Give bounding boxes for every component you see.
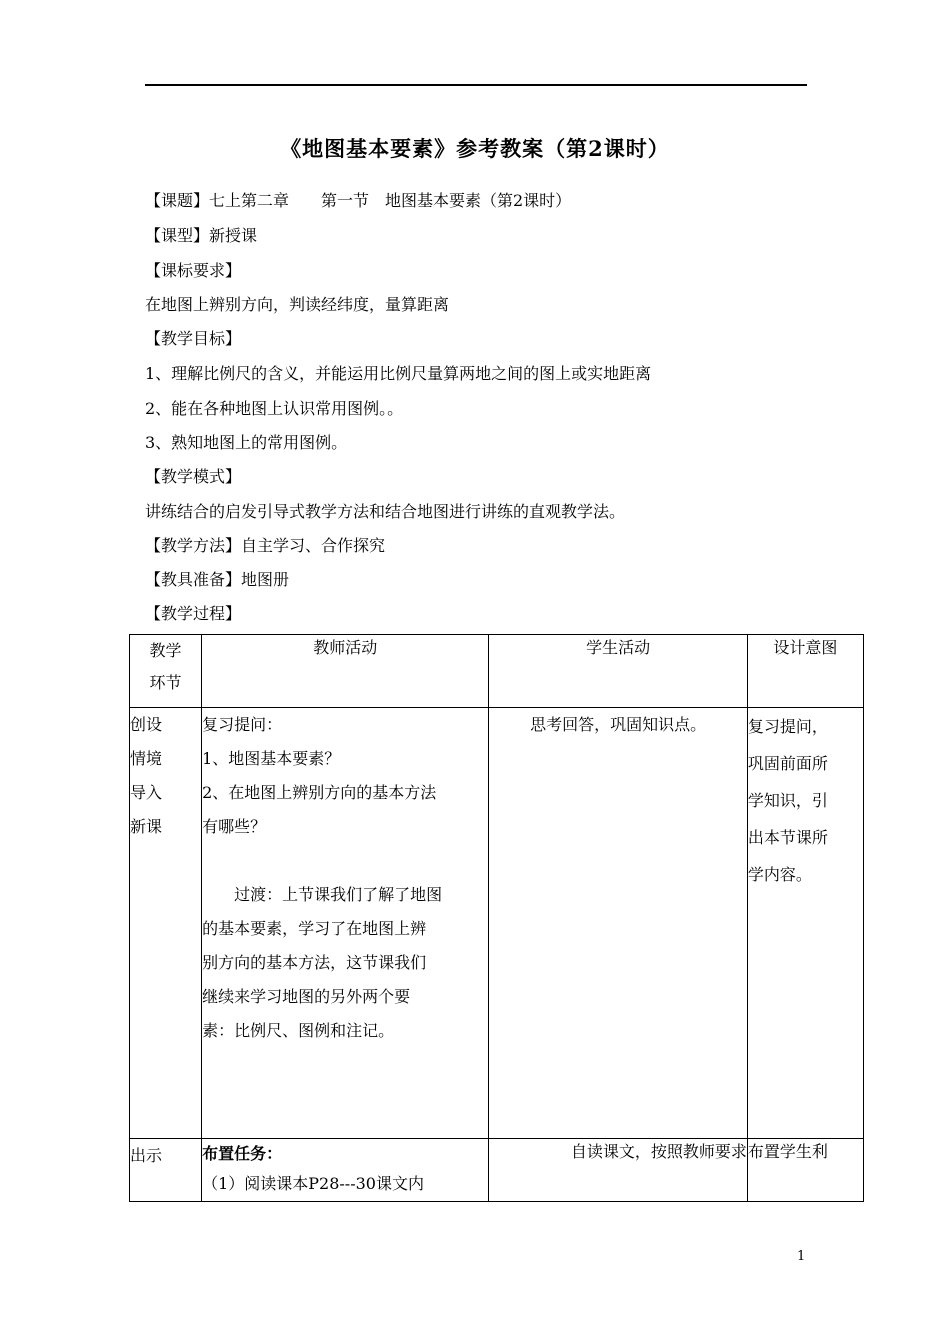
mode-heading: 【教学模式】 bbox=[145, 467, 242, 486]
standard-text: 在地图上辨别方向，判读经纬度，量算距离 bbox=[145, 295, 450, 314]
objective-3: 3、熟知地图上的常用图例。 bbox=[145, 433, 348, 452]
topic-line: 【课题】七上第二章 第一节 地图基本要素（第2课时） bbox=[145, 191, 572, 210]
table-header-row bbox=[130, 635, 864, 708]
objective-2: 2、能在各种地图上认识常用图例。。 bbox=[145, 399, 404, 418]
teacher-activity-cell: 布置任务： （1）阅读课本P28---30课文内 bbox=[202, 1139, 489, 1202]
header-stage: 教学 环节 bbox=[130, 635, 202, 708]
header-design: 设计意图 bbox=[747, 635, 863, 708]
design-intent-cell: 复习提问， 巩固前面所 学知识，引 出本节课所 学内容。 bbox=[747, 708, 863, 1139]
objectives-heading: 【教学目标】 bbox=[145, 329, 242, 348]
teacher-activity-cell: 复习提问： 1、地图基本要素？ 2、在地图上辨别方向的基本方法 有哪些？ 过渡：上节课我们了解了地图 的基本要素，学习了在地图上辨 别方向的基本方法，这节课我们 继续来学习地图的另外两个要 素：比例尺、图例和注记。 bbox=[202, 708, 489, 1139]
header-teacher: 教师活动 bbox=[202, 635, 489, 708]
method-line: 【教学方法】自主学习、合作探究 bbox=[145, 536, 386, 555]
header-student: 学生活动 bbox=[489, 635, 747, 708]
stage-cell: 创设 情境 导入 新课 bbox=[130, 708, 202, 1139]
header-rule bbox=[145, 84, 807, 86]
process-heading: 【教学过程】 bbox=[145, 604, 242, 623]
student-activity-cell: 自读课文，按照教师要求 bbox=[489, 1139, 747, 1202]
table-row bbox=[130, 1139, 864, 1202]
lesson-process-table bbox=[129, 634, 864, 1202]
objective-1: 1、理解比例尺的含义，并能运用比例尺量算两地之间的图上或实地距离 bbox=[145, 364, 652, 383]
document-title: 《地图基本要素》参考教案（第2课时） bbox=[280, 136, 670, 161]
lesson-type-line: 【课型】新授课 bbox=[145, 226, 258, 245]
tools-line: 【教具准备】地图册 bbox=[145, 570, 290, 589]
page-number: 1 bbox=[797, 1249, 806, 1264]
mode-text: 讲练结合的启发引导式教学方法和结合地图进行讲练的直观教学法。 bbox=[145, 502, 626, 521]
design-intent-cell: 布置学生利 bbox=[747, 1139, 863, 1202]
table-row bbox=[130, 708, 864, 1139]
student-activity-cell: 思考回答，巩固知识点。 bbox=[489, 708, 747, 1139]
stage-cell: 出示 bbox=[130, 1139, 202, 1202]
standard-heading: 【课标要求】 bbox=[145, 261, 242, 280]
